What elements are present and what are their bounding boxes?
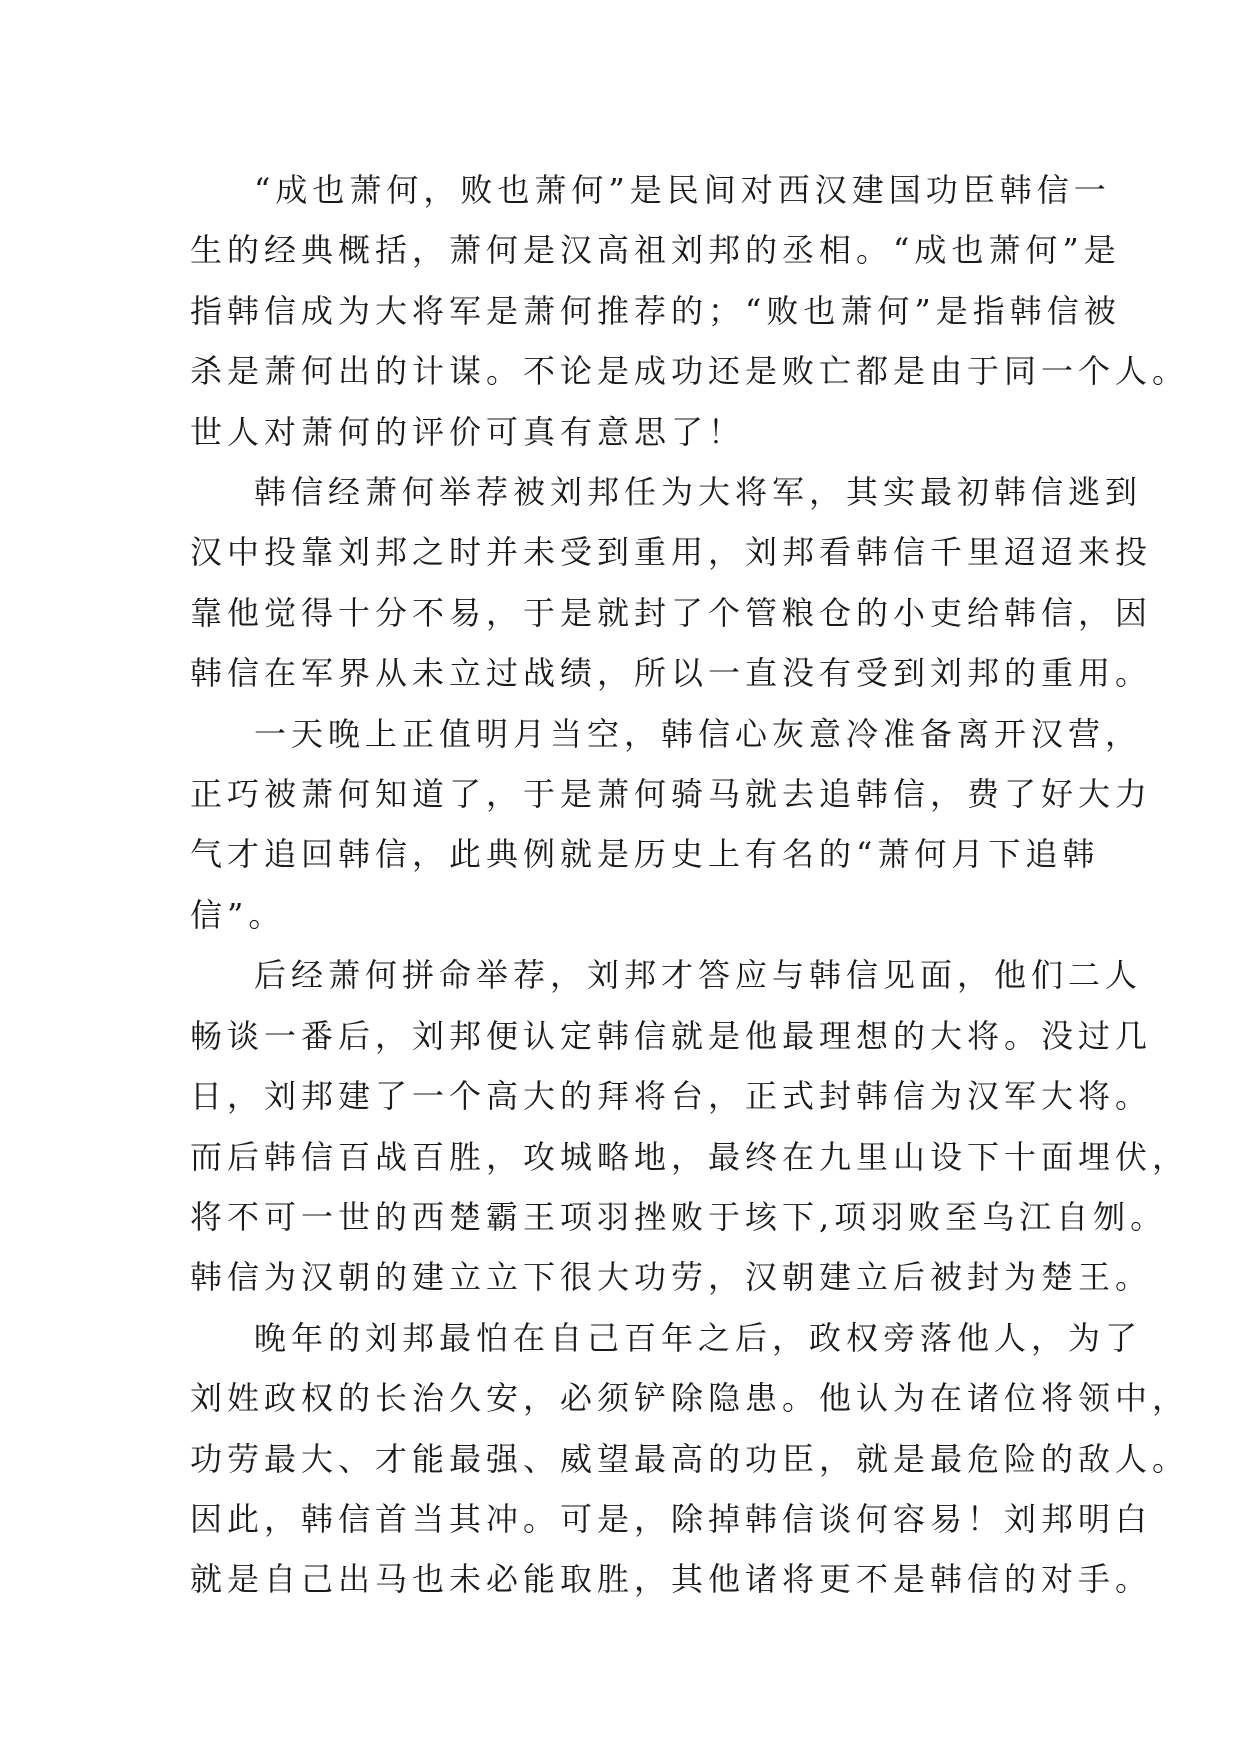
paragraph-line: 后经萧何拼命举荐，刘邦才答应与韩信见面，他们二人 <box>254 956 1143 995</box>
paragraph-line: 就是自己出马也未必能取胜，其他诸将更不是韩信的对手。 <box>190 1560 1153 1599</box>
paragraph-line: 韩信为汉朝的建立立下很大功劳，汉朝建立后被封为楚王。 <box>190 1258 1153 1297</box>
paragraph-5 <box>190 1308 1190 1610</box>
paragraph-line: 将不可一世的西楚霸王项羽挫败于垓下,项羽败至乌江自刎。 <box>190 1197 1168 1236</box>
paragraph-line: 靠他觉得十分不易，于是就封了个管粮仓的小吏给韩信，因 <box>190 593 1153 632</box>
paragraph-line: 信”。 <box>190 895 286 934</box>
paragraph-line: 因此，韩信首当其冲。可是，除掉韩信谈何容易！刘邦明白 <box>190 1499 1153 1538</box>
paragraph-line: 韩信经萧何举荐被刘邦任为大将军，其实最初韩信逃到 <box>254 473 1143 512</box>
paragraph-line: 功劳最大、才能最强、威望最高的功臣，就是最危险的敌人。 <box>190 1439 1190 1478</box>
paragraph-line: “成也萧何，败也萧何”是民间对西汉建国功臣韩信一 <box>254 171 1111 209</box>
paragraph-line: 而后韩信百战百胜，攻城略地，最终在九里山设下十面埋伏， <box>190 1137 1190 1176</box>
document-body <box>190 160 1190 1610</box>
paragraph-line: 刘姓政权的长治久安，必须铲除隐患。他认为在诸位将领中， <box>190 1379 1190 1418</box>
paragraph-line: 日，刘邦建了一个高大的拜将台，正式封韩信为汉军大将。 <box>190 1077 1153 1116</box>
paragraph-4 <box>190 945 1190 1307</box>
paragraph-line: 世人对萧何的评价可真有意思了！ <box>190 412 746 451</box>
paragraph-line: 畅谈一番后，刘邦便认定韩信就是他最理想的大将。没过几 <box>190 1016 1153 1055</box>
paragraph-line: 汉中投靠刘邦之时并未受到重用，刘邦看韩信千里迢迢来投 <box>190 533 1153 572</box>
paragraph-line: 一天晚上正值明月当空，韩信心灰意冷准备离开汉营， <box>254 714 1143 753</box>
paragraph-line: 生的经典概括，萧何是汉高祖刘邦的丞相。“成也萧何”是 <box>190 231 1121 270</box>
paragraph-line: 韩信在军界从未立过战绩，所以一直没有受到刘邦的重用。 <box>190 654 1153 693</box>
paragraph-line: 杀是萧何出的计谋。不论是成功还是败亡都是由于同一个人。 <box>190 352 1190 391</box>
paragraph-1 <box>190 160 1190 462</box>
paragraph-line: 晚年的刘邦最怕在自己百年之后，政权旁落他人，为了 <box>254 1318 1143 1357</box>
paragraph-3 <box>190 704 1153 946</box>
paragraph-line: 气才追回韩信，此典例就是历史上有名的“萧何月下追韩 <box>190 835 1100 874</box>
paragraph-line: 正巧被萧何知道了，于是萧何骑马就去追韩信，费了好大力 <box>190 775 1153 814</box>
paragraph-2 <box>190 462 1153 704</box>
paragraph-line: 指韩信成为大将军是萧何推荐的；“败也萧何”是指韩信被 <box>190 291 1121 330</box>
